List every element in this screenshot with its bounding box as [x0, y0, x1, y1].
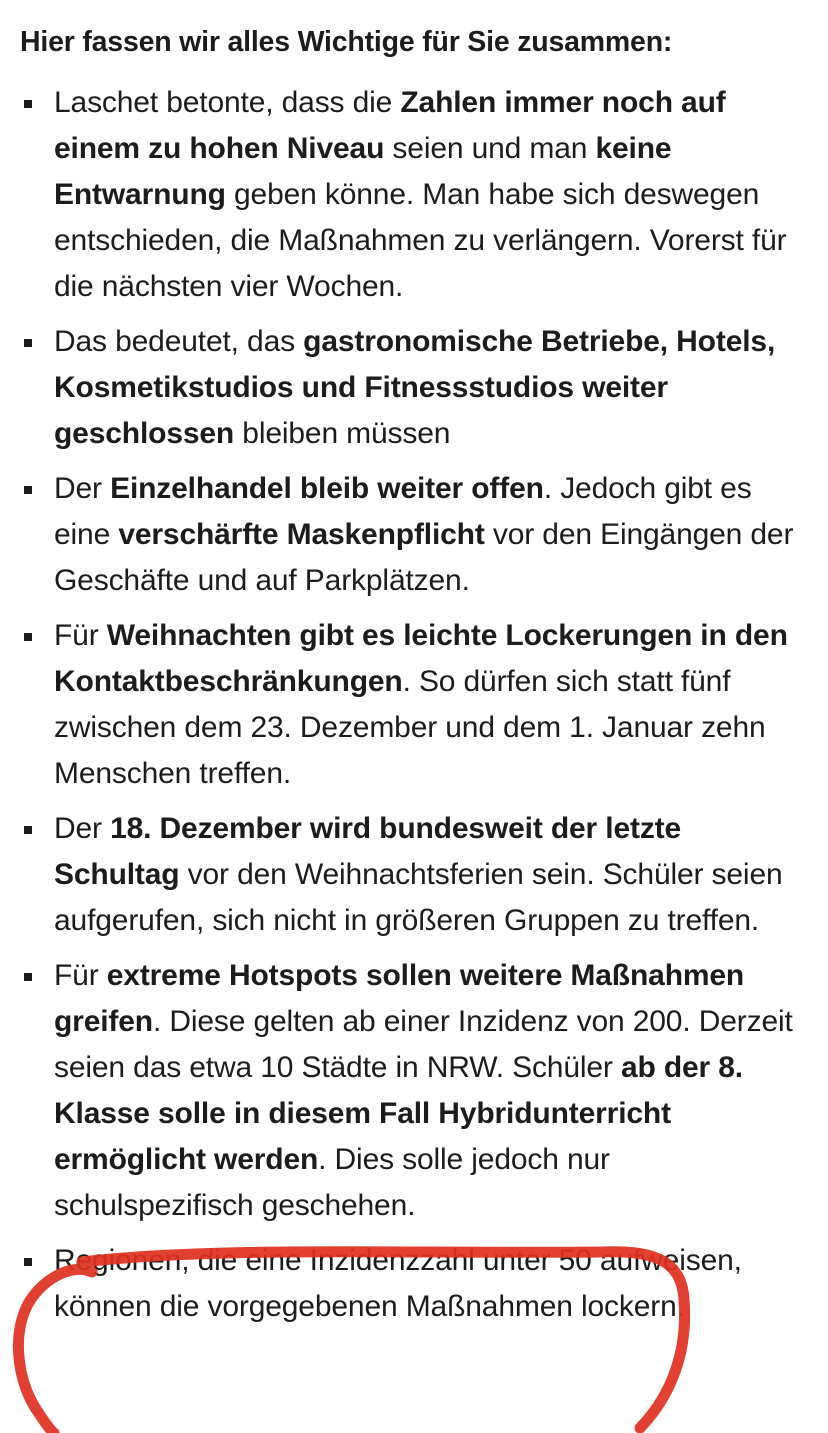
text-segment: Der — [54, 472, 111, 505]
bold-text-segment: Weihnachten gibt es leichte Lockerungen in den Kontaktbeschränkungen — [54, 619, 788, 698]
text-segment: Regionen, die eine Inzidenzzahl unter 50 aufweisen, können die vorgegebenen Maßnahmen lockern. — [54, 1244, 742, 1323]
text-segment: seien und man — [384, 132, 596, 165]
bold-text-segment: 18. Dezember wird bundesweit der letzte Schultag — [54, 812, 682, 891]
bold-text-segment: Zahlen immer noch auf einem zu hohen Niveau — [54, 86, 726, 165]
text-segment: Für — [54, 619, 107, 652]
summary-list-item — [0, 466, 828, 604]
text-segment: . Jedoch gibt es eine — [54, 472, 752, 551]
square-bullet-icon — [24, 633, 32, 641]
bold-text-segment: gastronomische Betriebe, Hotels, Kosmetikstudios und Fitnessstudios weiter geschlossen — [54, 325, 776, 450]
text-segment: . Dies solle jedoch nur schulspezifisch geschehen. — [54, 1143, 610, 1222]
text-segment: . Diese gelten ab einer Inzidenz von 200. Derzeit seien das etwa 10 Städte in NRW. Schüler — [54, 1005, 793, 1084]
summary-list-item — [0, 953, 828, 1229]
text-segment: bleiben müssen — [234, 417, 451, 450]
text-segment: vor den Eingängen der Geschäfte und auf Parkplätzen. — [54, 518, 794, 597]
text-segment: Für — [54, 959, 107, 992]
square-bullet-icon — [24, 973, 32, 981]
bold-text-segment: ab der 8. Klasse solle in diesem Fall Hybridunterricht ermöglicht werden — [54, 1051, 743, 1176]
summary-list-item — [0, 1238, 828, 1330]
summary-list-item — [0, 613, 828, 797]
square-bullet-icon — [24, 1258, 32, 1266]
summary-list — [0, 80, 828, 1339]
square-bullet-icon — [24, 826, 32, 834]
text-segment: geben könne. Man habe sich deswegen entschieden, die Maßnahmen zu verlängern. Vorerst für die nächsten vier Wochen. — [54, 178, 787, 303]
text-segment: vor den Weihnachtsferien sein. Schüler seien aufgerufen, sich nicht in größeren Gruppen zu treffen. — [54, 858, 783, 937]
bold-text-segment: Einzelhandel bleib weiter offen — [110, 472, 544, 505]
bold-text-segment: extreme Hotspots sollen weitere Maßnahmen greifen — [54, 959, 745, 1038]
bold-text-segment: verschärfte Maskenpflicht — [118, 518, 485, 551]
summary-list-item — [0, 806, 828, 944]
summary-heading: Hier fassen wir alles Wichtige für Sie zusammen: — [20, 26, 673, 58]
summary-list-item — [0, 80, 828, 310]
text-segment: Laschet betonte, dass die — [54, 86, 401, 119]
bold-text-segment: keine Entwarnung — [54, 132, 672, 211]
square-bullet-icon — [24, 486, 32, 494]
square-bullet-icon — [24, 339, 32, 347]
summary-list-item — [0, 319, 828, 457]
text-segment: . So dürfen sich statt fünf zwischen dem 23. Dezember und dem 1. Januar zehn Menschen treffen. — [54, 665, 766, 790]
square-bullet-icon — [24, 100, 32, 108]
text-segment: Das bedeutet, das — [54, 325, 304, 358]
text-segment: Der — [54, 812, 111, 845]
